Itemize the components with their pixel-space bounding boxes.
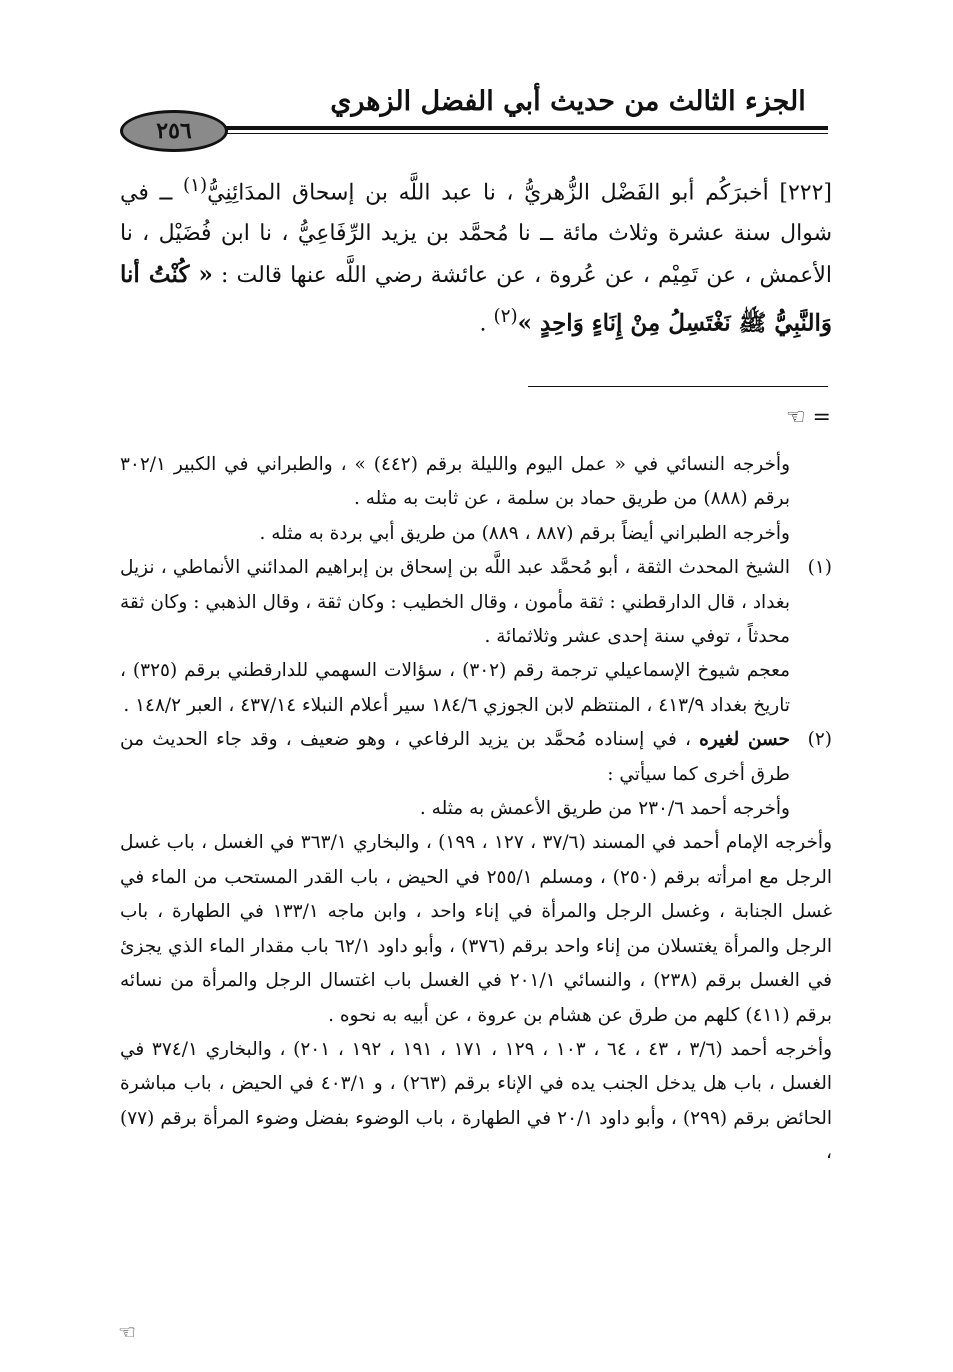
hadith-chain-part-2: ــ في شوال سنة عشرة وثلاث مائة ــ نا مُحمَّد بن يزيد الرِّفَاعِيُّ ، نا ابن فُضَيْل ، نا الأعمش ، عن تَمِيْم ، عن عُروة ، عن عائشة رضي اللَّه عنها قالت : — [120, 180, 832, 289]
hadith-quote: « كُنْتُ أنا وَالنَّبِيُّ ﷺ نَغْتَسِلُ مِنْ إِنَاءٍ وَاحِدٍ » — [120, 261, 832, 337]
hadith-number: [٢٢٢] — [779, 180, 832, 206]
footnote-2 — [120, 723, 832, 826]
footnote-separator — [528, 386, 828, 387]
header-title: الجزء الثالث من حديث أبي الفضل الزهري — [330, 86, 806, 117]
grading-label: حسن لغيره — [699, 729, 790, 751]
footnote-2-paragraph: وأخرجه أحمد ٢٣٠/٦ من طريق الأعمش به مثله . — [419, 798, 790, 820]
hadith-text — [120, 165, 832, 345]
page-number: ٢٥٦ — [156, 118, 192, 144]
footnote-2-paragraph — [120, 723, 790, 792]
footnote-2-paragraph: وأخرجه أحمد (٣/٦ ، ٤٣ ، ٦٤ ، ١٠٣ ، ١٢٩ ، ١٧١ ، ١٩١ ، ١٩٢ ، ٢٠١) ، والبخاري ٣٧٤/١ في الغسل ، باب هل يدخل الجنب يده في الإناء برقم (٢٦٣) ، و ٤٠٣/١ في الحيض ، باب مباشرة الحائض برقم (٢٩٩) ، وأبو داود ٢٠/١ في الطهارة ، باب الوضوء بفضل وضوء المرأة برقم (٧٧) ، — [120, 1038, 833, 1164]
continuation-paragraph: وأخرجه الطبراني أيضاً برقم (٨٨٧ ، ٨٨٩) من طريق أبي بردة به مثله . — [259, 522, 790, 544]
footnote-2-paragraph: وأخرجه الإمام أحمد في المسند (٣٧/٦ ، ١٢٧ ، ١٩٩) ، والبخاري ٣٦٣/١ في الغسل ، باب غسل الرجل مع امرأته برقم (٢٥٠) ، ومسلم ٢٥٥/١ في الحيض ، باب القدر المستحب من الماء في غسل الجنابة ، وغسل الرجل والمرأة في إناء واحد ، وابن ماجه ١٣٣/١ في الطهارة ، باب الرجل والمرأة يغتسلان من إناء واحد برقم (٣٧٦) ، وأبو داود ٦٢/١ باب مقدار الماء الذي يجزئ في الغسل برقم (٢٣٨) ، والنسائي ٢٠١/١ في الغسل باب اغتسال الرجل والمرأة من نسائه برقم (٤١١) كلهم من طرق عن هشام بن عروة ، عن أبيه به نحوه . — [120, 832, 833, 1026]
footnote-1 — [120, 551, 832, 723]
hadith-end-mark: . — [479, 311, 487, 337]
footnote-ref-2: (٢) — [493, 306, 518, 328]
footnote-2-marker: (٢) — [807, 729, 832, 751]
footnote-ref-1: (١) — [182, 175, 208, 196]
continuation-mark: = ☜ — [785, 405, 831, 430]
hadith-chain-part-1: أخبرَكُم أبو الفَضْل الزُّهريُّ ، نا عبد اللَّه بن إسحاق المدَائِنِيُّ — [207, 180, 769, 206]
footnote-1-paragraph: معجم شيوخ الإسماعيلي ترجمة رقم (٣٠٢) ، سؤالات السهمي للدارقطني برقم (٣٢٥) ، تاريخ بغداد ٤١٣/٩ ، المنتظم لابن الجوزي ١٨٤/٦ سير أعلام النبلاء ٤٣٧/١٤ ، العبر ١٤٨/٢ . — [120, 660, 790, 716]
continues-next-page-icon: ☜ — [118, 1320, 136, 1344]
running-header — [118, 78, 828, 148]
continuation-paragraph: وأخرجه النسائي في « عمل اليوم والليلة برقم (٤٤٢) » ، والطبراني في الكبير ٣٠٢/١ برقم (٨٨٨) من طريق حماد بن سلمة ، عن ثابت به مثله . — [120, 454, 790, 510]
page-number-badge — [120, 110, 228, 152]
footnote-1-paragraph: الشيخ المحدث الثقة ، أبو مُحمَّد عبد اللَّه بن إسحاق بن إبراهيم المدائني الأنماطي ، نزيل بغداد ، قال الدارقطني : ثقة مأمون ، وقال الخطيب : وكان ثقة ، وقال الذهبي : وكان ثقة محدثاً ، توفي سنة إحدى عشر وثلاثمائة . — [120, 557, 790, 648]
header-rule — [218, 126, 828, 130]
footnotes — [120, 448, 832, 1171]
footnote-1-marker: (١) — [807, 557, 832, 579]
footnote-2-body — [120, 723, 790, 826]
footnote-1-body — [120, 551, 790, 723]
footnote-2-first-text: ، في إسناده مُحمَّد بن يزيد الرفاعي ، وهو ضعيف ، وقد جاء الحديث من طرق أخرى كما سيأتي : — [120, 729, 790, 785]
header-rule-thin — [218, 133, 828, 134]
hadith-paragraph — [120, 165, 832, 345]
